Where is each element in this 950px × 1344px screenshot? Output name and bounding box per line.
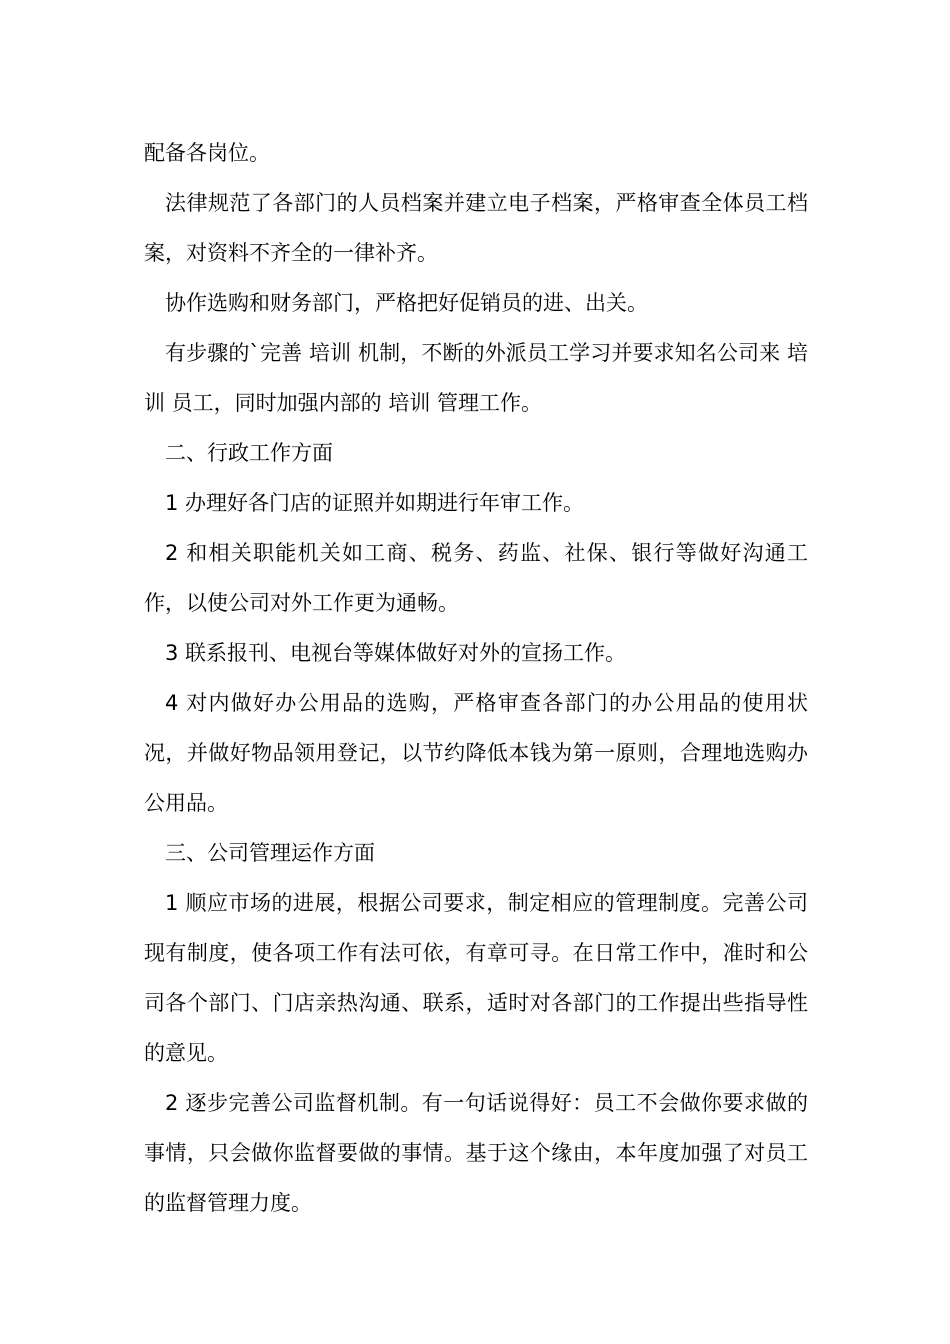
list-item-admin-3: 3 联系报刊、电视台等媒体做好对外的宣扬工作。 bbox=[165, 641, 627, 665]
list-item-admin-2: 2 和相关职能机关如工商、税务、药监、社保、银行等做好沟通工作，以使公司对外工作更为通畅。 bbox=[144, 541, 808, 615]
paragraph-training-mechanism: 有步骤的`完善 培训 机制，不断的外派员工学习并要求知名公司来 培训 员工，同时加强内部的 培训 管理工作。 bbox=[144, 341, 808, 415]
list-item-management-2: 2 逐步完善公司监督机制。有一句话说得好：员工不会做你要求做的事情，只会做你监督要做的事情。基于这个缘由，本年度加强了对员工的监督管理力度。 bbox=[144, 1091, 808, 1215]
section-heading-administration: 二、行政工作方面 bbox=[165, 441, 333, 465]
paragraph-personnel-archives: 法律规范了各部门的人员档案并建立电子档案，严格审查全体员工档案，对资料不齐全的一律补齐。 bbox=[144, 191, 808, 265]
list-item-admin-1: 1 办理好各门店的证照并如期进行年审工作。 bbox=[165, 491, 585, 515]
list-item-admin-4: 4 对内做好办公用品的选购，严格审查各部门的办公用品的使用状况，并做好物品领用登记，以节约降低本钱为第一原则，合理地选购办公用品。 bbox=[144, 691, 808, 815]
document-body bbox=[144, 128, 808, 1228]
paragraph-promoter-control: 协作选购和财务部门，严格把好促销员的进、出关。 bbox=[165, 291, 648, 315]
list-item-management-1: 1 顺应市场的进展，根据公司要求，制定相应的管理制度。完善公司现有制度，使各项工作有法可依，有章可寻。在日常工作中，准时和公司各个部门、门店亲热沟通、联系，适时对各部门的工作提出些指导性的意见。 bbox=[144, 891, 808, 1065]
paragraph-continuation: 配备各岗位。 bbox=[144, 141, 270, 165]
section-heading-management: 三、公司管理运作方面 bbox=[165, 841, 375, 865]
